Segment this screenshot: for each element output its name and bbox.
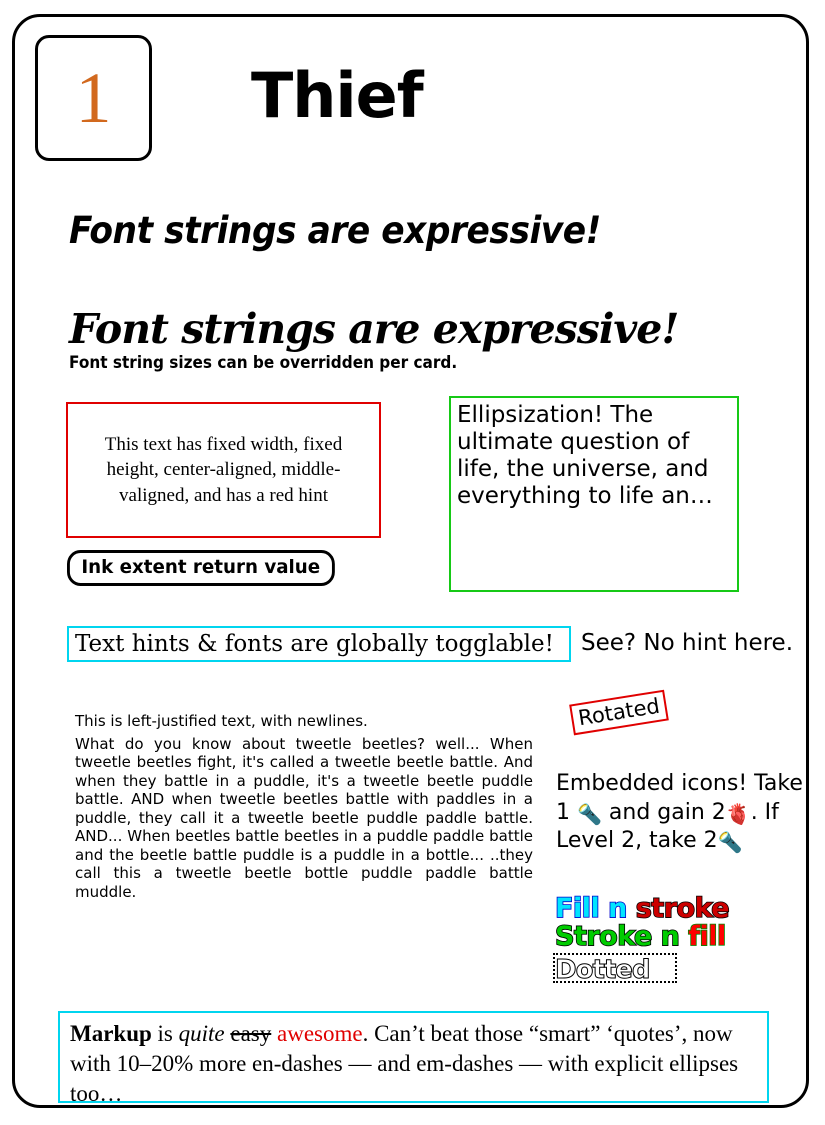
markup-rest: . Can’t beat those “smart” ‘quotes’, now with 10–20% more en-dashes — and em-dashes — with explicit ellipses too…: [70, 1021, 739, 1106]
embedded-line1: Embedded icons! Take: [556, 771, 803, 796]
no-hint-text: See? No hint here.: [581, 630, 794, 656]
fill-text-1: Fill n: [555, 893, 636, 924]
cyan-hint-text: Text hints & fonts are globally togglable!: [75, 631, 554, 657]
cyan-hint-box: [67, 626, 571, 662]
red-box-text: This text has fixed width, fixed height, center-aligned, middle-valigned, and has a red hint: [104, 433, 343, 506]
fill-stroke-line2: [555, 920, 729, 952]
font-demo-serif-italic: Font strings are expressive!: [69, 305, 679, 353]
fixed-size-red-hint-box: [66, 402, 381, 538]
flashlight-icon: 🔦: [577, 801, 602, 826]
stroke-text-1: stroke: [635, 893, 730, 924]
fill-stroke-demo: [555, 895, 729, 950]
rotated-label: Rotated: [569, 690, 669, 736]
markup-demo-box: [58, 1011, 769, 1106]
markup-bold: Markup: [70, 1021, 152, 1046]
ink-extent-badge: Ink extent return value: [67, 550, 335, 586]
markup-after-bold: is: [151, 1021, 179, 1046]
font-demo-condensed-italic: Font strings are expressive!: [69, 209, 601, 252]
font-demo-small: Font string sizes can be overridden per card.: [69, 353, 458, 373]
fill-text-2: fill: [688, 920, 726, 952]
level-number: 1: [75, 58, 112, 138]
markup-strikethrough: easy: [230, 1021, 272, 1046]
embedded-line2-c: . If: [750, 799, 779, 825]
embedded-line2-a: 1: [556, 799, 570, 825]
embedded-icons-text: [556, 770, 814, 856]
flashlight-icon-2: 🔦: [717, 830, 743, 855]
left-justified-text: What do you know about tweetle beetles? well... When tweetle beetles fight, it's called a tweetle beetle battle. And when they battle in a puddle, it's a tweetle beetle puddle battle. AND when tweetle beetles battle with paddles in a puddle, they call it a tweetle beetle puddle paddle battle. AND... When beetles battle beetles in a puddle paddle battle and the beetle battle puddle is a puddle in a bottle... ..they call this a tweetle beetle bottle puddle paddle battle muddle.: [75, 735, 533, 901]
embedded-line3-a: Level 2, take 2: [556, 828, 718, 854]
page-title: Thief: [251, 59, 423, 132]
dotted-text: Dotted: [555, 955, 650, 985]
markup-red: awesome: [271, 1021, 363, 1046]
card-container: [12, 14, 809, 1108]
left-intro-text: This is left-justified text, with newlines.: [75, 712, 368, 730]
heart-icon: 🫀: [725, 801, 751, 826]
embedded-line2-b: and gain 2: [608, 799, 726, 825]
fill-stroke-line1: [555, 895, 729, 923]
ellipsization-green-hint-box: [449, 396, 739, 592]
level-badge: [35, 35, 152, 161]
stroke-text-2: Stroke n: [555, 920, 689, 952]
markup-italic: quite: [178, 1021, 231, 1046]
green-box-text: Ellipsization! The ultimate question of life, the universe, and everything to life an…: [457, 402, 713, 510]
